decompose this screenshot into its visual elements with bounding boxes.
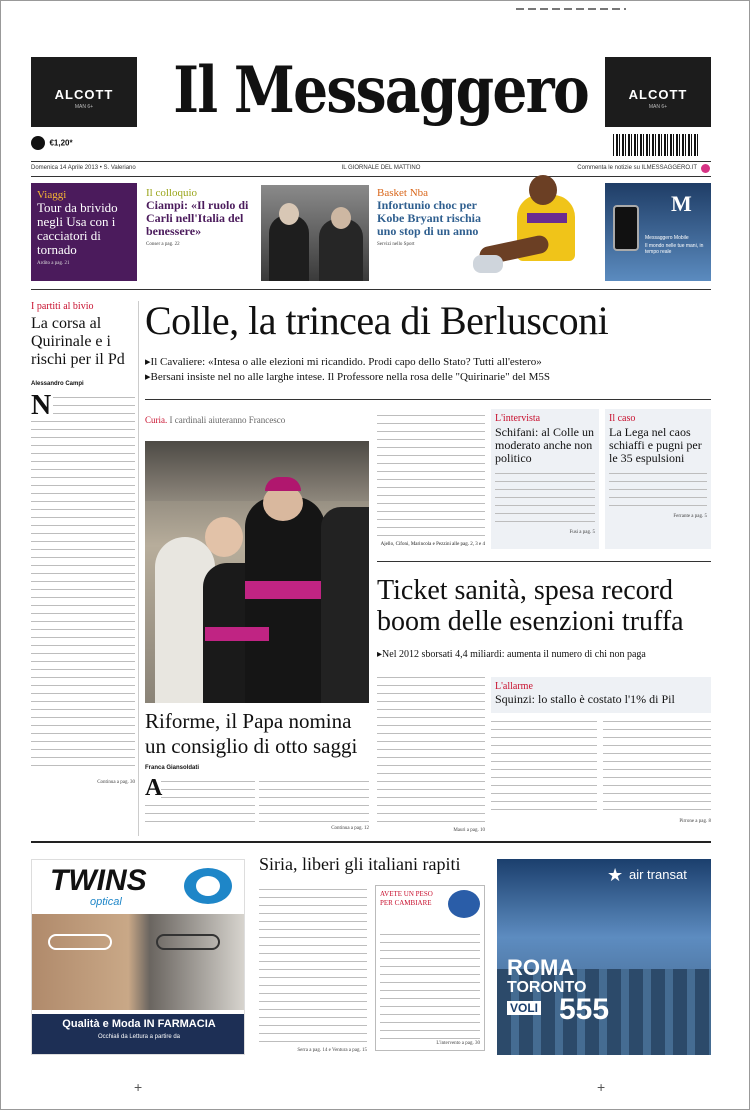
- price-box: [31, 134, 151, 156]
- lead-headline: Colle, la trincea di Berlusconi: [145, 298, 609, 343]
- allarme-ref: Pirrone a pag. 8: [679, 819, 711, 824]
- curia-kicker: Curia.: [145, 415, 168, 425]
- lead-bullet-2: Bersani insiste nel no alle larghe intese. Il Professore nella rosa delle "Quirinarie" del M5S: [150, 371, 551, 383]
- intervista-box[interactable]: [491, 409, 599, 549]
- allarme-headline: Squinzi: lo stallo è costato l'1% di Pil: [495, 692, 675, 706]
- ad-twins-tagline: Qualità e Moda IN FARMACIA: [62, 1018, 216, 1030]
- teaser-basket-ref: Servizi nello Sport: [377, 242, 415, 247]
- teaser-mobile[interactable]: [605, 183, 711, 281]
- intervista-kicker: L'intervista: [495, 413, 541, 424]
- caso-headline: La Lega nel caos schiaffi e pugni per le 35 espulsioni: [609, 425, 702, 465]
- ticket-sub: ▸Nel 2012 sborsati 4,4 miliardi: aumenta il numero di chi non paga: [377, 649, 646, 660]
- ad-transat-city1: ROMA: [507, 955, 575, 980]
- ad-transat-brand: air transat: [629, 867, 687, 882]
- peso-label: AVETE UN PESO PER CAMBIARE: [380, 890, 433, 907]
- ad-twins-brand: TWINS: [50, 864, 147, 897]
- masthead-rule: [31, 161, 711, 162]
- siria-ref: Serra a pag. 14 e Ventura a pag. 15: [297, 1048, 367, 1053]
- sidebar-kicker: I partiti al bivio: [31, 301, 94, 312]
- peso-box[interactable]: [375, 885, 485, 1051]
- bottom-rule: [31, 841, 711, 843]
- allarme-body-2: [603, 717, 711, 817]
- ad-transat-voli: VOLI: [507, 1001, 541, 1015]
- curia-caption: [145, 415, 369, 429]
- lead-rule: [145, 399, 711, 400]
- print-mark: [516, 8, 626, 10]
- teaser-colloquio[interactable]: [146, 187, 258, 279]
- siria-headline: Siria, liberi gli italiani rapiti: [259, 854, 461, 874]
- ad-twins-footer: [32, 1014, 245, 1055]
- ad-transat-city2: TORONTO: [507, 979, 587, 996]
- sidebar-author: Alessandro Campi: [31, 381, 84, 387]
- teaser-mobile-body: Il mondo nelle tue mani, in tempo reale: [645, 243, 704, 255]
- date-line: Domenica 14 Aprile 2013 • S. Valeriano: [31, 165, 136, 171]
- ticket-ref: Mauri a pag. 10: [453, 828, 485, 833]
- siria-body-1: [259, 885, 367, 1045]
- ad-transat[interactable]: [497, 859, 711, 1055]
- sidebar-headline: La corsa al Quirinale e i rischi per il Pd: [31, 315, 125, 368]
- teaser-viaggi-headline: Tour da brivido negli Usa con i cacciatori di tornado: [37, 200, 118, 257]
- m-logo-icon: M: [671, 191, 692, 216]
- teaser-colloquio-ref: Conser a pag. 22: [146, 242, 180, 247]
- curia-author: Franca Giansoldati: [145, 765, 200, 771]
- intervista-headline: Schifani: al Colle un moderato anche non politico: [495, 425, 594, 465]
- lead-body: [377, 411, 485, 539]
- allarme-body-1: [491, 717, 597, 817]
- peso-ref: L'intervento a pag. 30: [436, 1041, 480, 1046]
- eye-icon: [184, 868, 232, 904]
- teaser-basket-headline: Infortunio choc per Kobe Bryant rischia uno stop di un anno: [377, 198, 481, 238]
- motto: IL GIORNALE DEL MATTINO: [341, 165, 421, 171]
- teaser-colloquio-kicker: Il colloquio: [146, 187, 198, 199]
- teaser-rule: [31, 176, 711, 177]
- right-line: Commenta le notizie su ILMESSAGGERO.IT: [577, 165, 697, 171]
- sidebar-continua: Continua a pag. 30: [97, 780, 135, 785]
- teaser-viaggi-kicker: Viaggi: [37, 189, 67, 201]
- ad-right-sub: MAN 6+: [648, 104, 668, 110]
- sidebar-column: [31, 301, 135, 836]
- teaser-basket-kicker: Basket Nba: [377, 187, 429, 199]
- star-icon: ★: [607, 865, 624, 885]
- ad-right[interactable]: [605, 57, 711, 127]
- section-rule: [31, 289, 711, 290]
- ad-twins[interactable]: [31, 859, 245, 1055]
- barcode: [613, 134, 699, 156]
- ad-left-brand: ALCOTT: [54, 87, 114, 102]
- ad-left-sub: MAN 6+: [74, 104, 94, 110]
- intervista-ref: Fusi a pag. 5: [569, 530, 595, 535]
- lead-bullets: ▸Il Cavaliere: «Intesa o alle elezioni mi ricandido. Prodi capo dello Stato? Tutti all'estero» ▸Bersani insiste nel no alle larghe intese. Il Professore nella rosa delle "Quirinarie" del M5S: [145, 356, 551, 383]
- web-icon: [701, 164, 710, 173]
- speech-bubble-icon: [448, 890, 480, 918]
- lead-ref: Ajello, Cifoni, Marincola e Pezzini alle pag. 2, 3 e 4: [380, 542, 485, 547]
- ad-left[interactable]: [31, 57, 137, 127]
- curia-continua: Continua a pag. 12: [331, 826, 369, 831]
- sidebar-body: N: [31, 393, 135, 773]
- ticket-sub-text: Nel 2012 sborsati 4,4 miliardi: aumenta il numero di chi non paga: [382, 649, 646, 660]
- ciampi-photo: [261, 185, 369, 281]
- ad-transat-price: 555: [559, 993, 610, 1026]
- kobe-photo: [469, 167, 601, 281]
- ticket-headline: Ticket sanità, spesa record boom delle esenzioni truffa: [377, 575, 684, 637]
- caso-box[interactable]: [605, 409, 711, 549]
- allarme-box[interactable]: [491, 677, 711, 713]
- ticket-rule: [377, 561, 711, 562]
- curia-caption-text: I cardinali aiuteranno Francesco: [169, 415, 286, 425]
- price-icon: [31, 136, 45, 150]
- teaser-viaggi[interactable]: [31, 183, 137, 281]
- col-divider: [138, 301, 139, 836]
- ad-twins-sub: optical: [90, 896, 122, 908]
- twins-photo: [32, 914, 245, 1010]
- curia-headline: Riforme, il Papa nomina un consiglio di otto saggi: [145, 709, 358, 758]
- lead-bullet-1: Il Cavaliere: «Intesa o alle elezioni mi ricandido. Prodi capo dello Stato? Tutti all'estero»: [150, 356, 542, 368]
- phone-icon: [613, 205, 639, 251]
- crosshair-icon: +: [597, 1079, 606, 1095]
- teaser-viaggi-ref: Ardito a pag. 21: [37, 261, 70, 266]
- curia-body-1: A: [145, 777, 255, 825]
- crosshair-icon: +: [134, 1079, 143, 1095]
- pope-photo: [145, 441, 369, 703]
- ticket-body: [377, 673, 485, 825]
- caso-ref: Ferrante a pag. 5: [673, 514, 707, 519]
- caso-kicker: Il caso: [609, 413, 636, 424]
- teaser-mobile-headline: Messaggero Mobile: [645, 235, 689, 241]
- price: €1,20*: [49, 138, 73, 148]
- ad-twins-small: Occhiali da Lettura a partire da: [97, 1034, 181, 1040]
- curia-body-2: [259, 777, 369, 825]
- ad-right-brand: ALCOTT: [628, 87, 688, 102]
- teaser-colloquio-headline: Ciampi: «Il ruolo di Carli nell'Italia del benessere»: [146, 198, 249, 238]
- allarme-kicker: L'allarme: [495, 681, 533, 692]
- masthead-title: Il Messaggero: [173, 53, 588, 128]
